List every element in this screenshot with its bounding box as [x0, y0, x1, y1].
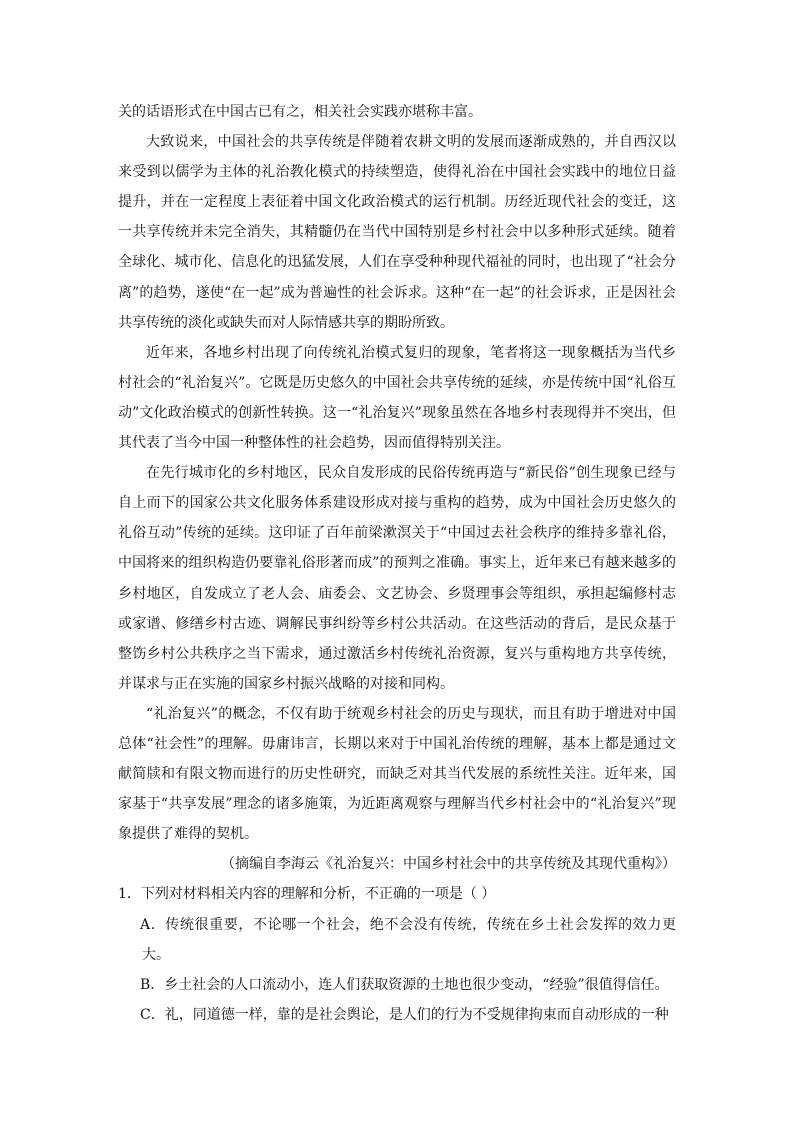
paragraph-continuation: 关的话语形式在中国古已有之，相关社会实践亦堪称丰富。: [118, 104, 482, 120]
paragraph: 大致说来，中国社会的共享传统是伴随着农耕文明的发展而逐渐成熟的，并自西汉以来受到以儒学为主体的礼治教化模式的持续塑造，使得礼治在中国社会实践中的地位日益提升，并在一定程度上表征着中国文化政治模式的运行机制。历经近现代社会的变迁，这一共享传统并未完全消失，其精髓仍在当代中国特别是乡村社会中以多种形式延续。随着全球化、城市化、信息化的迅猛发展，人们在享受种种现代福祉的同时，也出现了“社会分离”的趋势，遂使“在一起”成为普遍性的社会诉求。这种“在一起”的社会诉求，正是因社会共享传统的淡化或缺失而对人际情感共享的期盼所致。: [118, 134, 676, 331]
paragraph: 在先行城市化的乡村地区，民众自发形成的民俗传统再造与“新民俗”创生现象已经与自上而下的国家公共文化服务体系建设形成对接与重构的趋势，成为中国社会历史悠久的礼俗互动”传统的延续。这印证了百年前梁漱溟关于“中国过去社会秩序的维持多靠礼俗，中国将来的组织构造仍要靠礼俗形著而成”的预判之准确。事实上，近年来已有越来越多的乡村地区，自发成立了老人会、庙委会、文艺协会、乡贤理事会等组织，承担起编修村志或家谱、修缮乡村古迹、调解民事纠纷等乡村公共活动。在这些活动的背后，是民众基于整饬乡村公共秩序之当下需求，通过激活乡村传统礼治资源，复兴与重构地方共享传统，并谋求与正在实施的国家乡村振兴战略的对接和同构。: [118, 465, 676, 692]
paragraph: 近年来，各地乡村出现了向传统礼治模式复归的现象，笔者将这一现象概括为当代乡村社会的“礼治复兴”。它既是历史悠久的中国社会共享传统的延续，亦是传统中国“礼俗互动”文化政治模式的创新性转换。这一“礼治复兴”现象虽然在各地乡村表现得并不突出，但其代表了当今中国一种整体性的社会趋势，因而值得特别关注。: [118, 344, 676, 452]
paragraph: “礼治复兴”的概念，不仅有助于统观乡村社会的历史与现状，而且有助于增进对中国总体“社会性”的理解。毋庸讳言，长期以来对于中国礼治传统的理解，基本上都是通过文献简牍和有限文物而进行的历史性研究，而缺乏对其当代发展的系统性关注。近年来，国家基于“共享发展”理念的诸多施策，为近距离观察与理解当代乡村社会中的“礼治复兴”现象提供了难得的契机。: [118, 705, 676, 843]
source-citation: （摘编自李海云《礼治复兴：中国乡村社会中的共享传统及其现代重构》）: [221, 856, 676, 873]
question-option-c: C．礼，同道德一样，靠的是社会舆论，是人们的行为不受规律拘束而自动形成的一种: [140, 1006, 669, 1023]
document-body: [118, 97, 676, 1030]
question-option-a: A．传统很重要，不论哪一个社会，绝不会没有传统，传统在乡土社会发挥的效力更大。: [140, 916, 676, 963]
question-stem: 1．下列对材料相关内容的理解和分析，不正确的一项是（ ）: [118, 886, 496, 903]
question-option-b: B．乡土社会的人口流动小，连人们获取资源的土地也很少变动，“经验”很值得信任。: [140, 976, 669, 993]
